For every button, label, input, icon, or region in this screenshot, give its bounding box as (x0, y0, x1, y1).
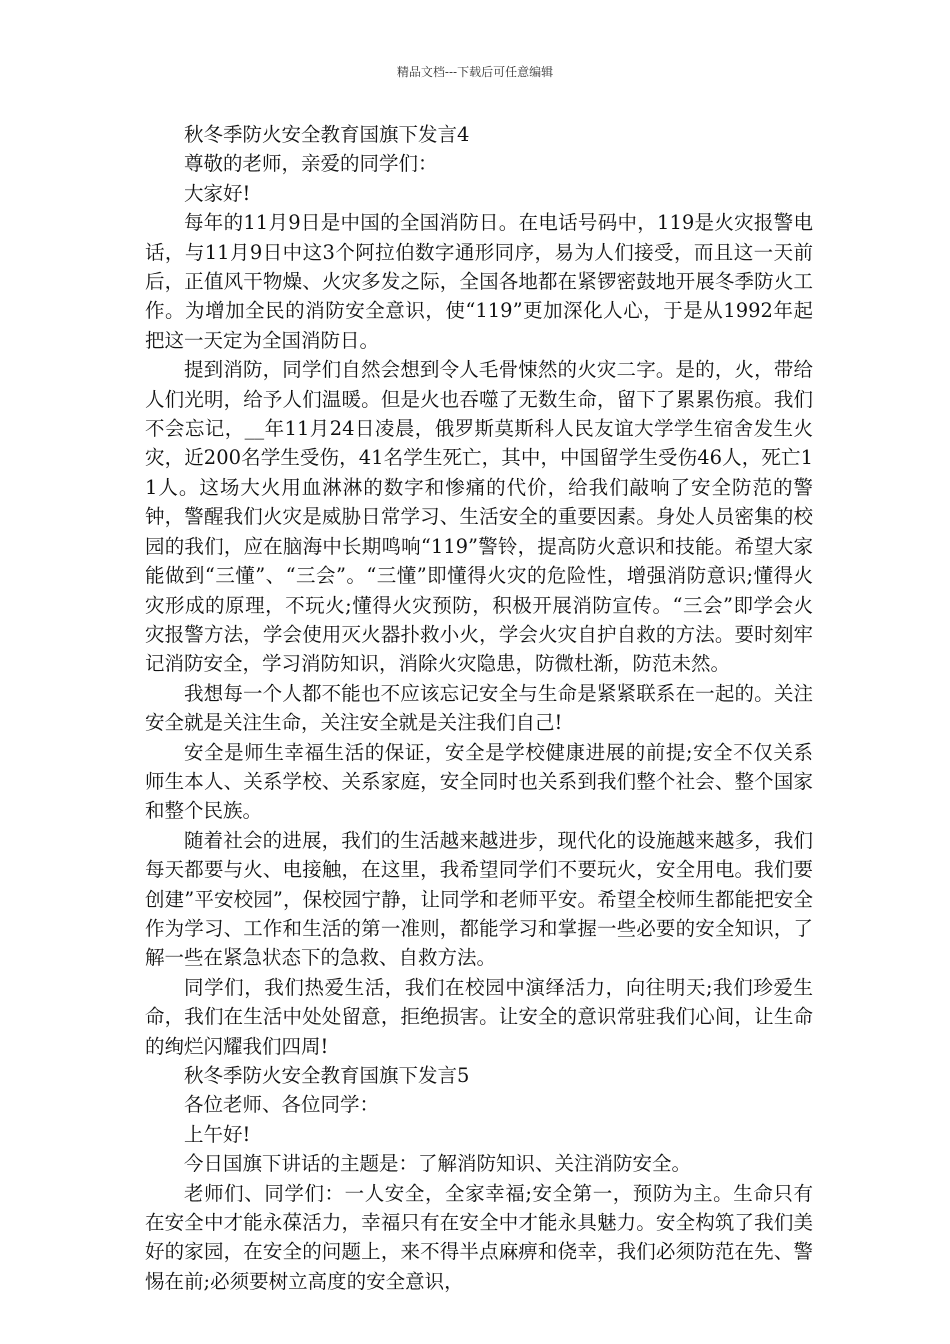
salutation: 各位老师、各位同学： (184, 1093, 380, 1117)
paragraph: 安全是师生幸福生活的保证，安全是学校健康进展的前提;安全不仅关系师生本人、关系学校、关系家庭，安全同时也关系到我们整个社会、整个国家和整个民族。 (145, 740, 813, 823)
section-title-5: 秋冬季防火安全教育国旗下发言5 (184, 1064, 470, 1087)
page-header: 精品文档---下载后可任意编辑 (396, 65, 554, 79)
section-title-4: 秋冬季防火安全教育国旗下发言4 (184, 123, 470, 146)
paragraph: 每年的11月9日是中国的全国消防日。在电话号码中，119是火灾报警电话，与11月9日中这3个阿拉伯数字通形同序，易为人们接受，而且这一天前后，正值风干物燥、火灾多发之际，全国各地都在紧锣密鼓地开展冬季防火工作。为增加全民的消防安全意识，使“119”更加深化人心，于是从1992年起把这一天定为全国消防日。 (145, 211, 813, 352)
paragraph: 今日国旗下讲话的主题是：了解消防知识、关注消防安全。 (184, 1152, 692, 1176)
document-body (145, 120, 813, 1296)
paragraph: 提到消防，同学们自然会想到令人毛骨悚然的火灾二字。是的，火，带给人们光明，给予人们温暖。但是火也吞噬了无数生命，留下了累累伤痕。我们不会忘记，__年11月24日凌晨，俄罗斯莫斯科人民友谊大学学生宿舍发生火灾，近200名学生受伤，41名学生死亡，其中，中国留学生受伤46人，死亡11人。这场大火用血淋淋的数字和惨痛的代价，给我们敲响了安全防范的警钟，警醒我们火灾是威胁日常学习、生活安全的重要因素。身处人员密集的校园的我们，应在脑海中长期鸣响“119”警铃，提高防火意识和技能。希望大家能做到“三懂”、“三会”。“三懂”即懂得火灾的危险性，增强消防意识;懂得火灾形成的原理，不玩火;懂得火灾预防，积极开展消防宣传。“三会”即学会火灾报警方法，学会使用灭火器扑救小火，学会火灾自护自救的方法。要时刻牢记消防安全，学习消防知识，消除火灾隐患，防微杜渐，防范未然。 (145, 358, 813, 676)
salutation: 尊敬的老师，亲爱的同学们： (184, 152, 438, 176)
paragraph: 老师们、同学们：一人安全，全家幸福;安全第一，预防为主。生命只有在安全中才能永葆活力，幸福只有在安全中才能永具魅力。安全构筑了我们美好的家园，在安全的问题上，来不得半点麻痹和侥幸，我们必须防范在先、警惕在前;必须要树立高度的安全意识， (145, 1181, 813, 1293)
paragraph: 我想每一个人都不能也不应该忘记安全与生命是紧紧联系在一起的。关注安全就是关注生命，关注安全就是关注我们自己! (145, 681, 813, 735)
greeting: 大家好! (184, 181, 251, 205)
paragraph: 随着社会的进展，我们的生活越来越进步，现代化的设施越来越多，我们每天都要与火、电接触，在这里，我希望同学们不要玩火，安全用电。我们要创建”平安校园”，保校园宁静，让同学和老师平安。希望全校师生都能把安全作为学习、工作和生活的第一准则，都能学习和掌握一些必要的安全知识，了解一些在紧急状态下的急救、自救方法。 (145, 828, 813, 970)
greeting: 上午好! (184, 1122, 251, 1146)
paragraph: 同学们，我们热爱生活，我们在校园中演绎活力，向往明天;我们珍爱生命，我们在生活中处处留意，拒绝损害。让安全的意识常驻我们心间，让生命的绚烂闪耀我们四周! (145, 975, 813, 1058)
